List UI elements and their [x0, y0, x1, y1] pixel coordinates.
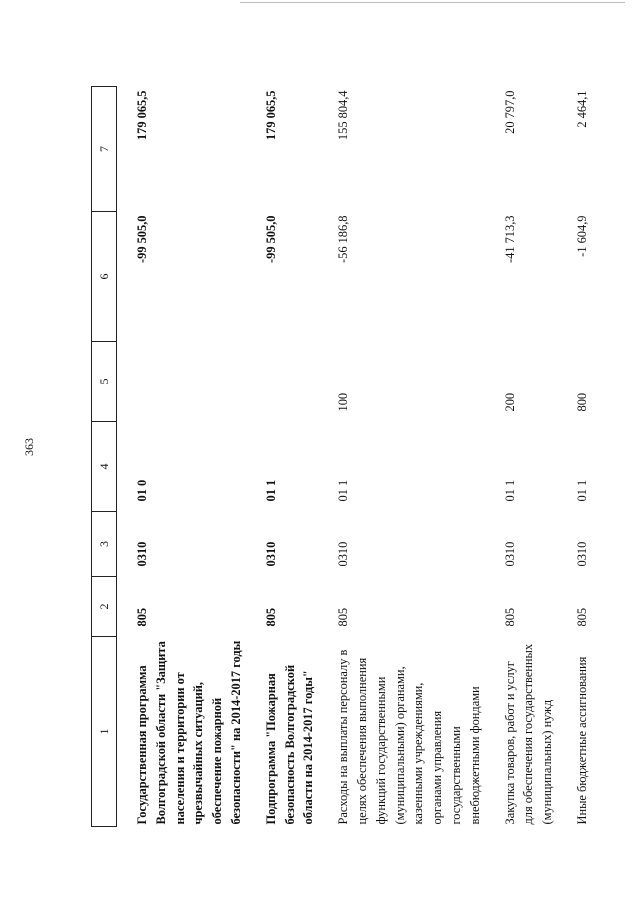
row-program-code: 01 1: [263, 479, 278, 502]
rotated-table-container: [91, 87, 593, 827]
table-row: [332, 87, 484, 827]
row-expense-type: [260, 342, 318, 422]
row-ministry-code: 805: [336, 607, 351, 627]
page-number: 363: [22, 438, 36, 456]
column-header-3: 3: [92, 512, 117, 577]
table-row: [131, 87, 246, 827]
row-ministry-code: 805: [263, 607, 278, 627]
row-ministry-code: 805: [502, 607, 517, 627]
row-expense-type: 100: [336, 392, 351, 412]
row-change-amount: -99 505,0: [263, 215, 278, 263]
row-ministry-code: 805: [574, 607, 589, 627]
row-name: Подпрограмма "Пожарная безопасность Волгоградской области на 2014-2017 годы": [263, 664, 316, 825]
column-header-1: 1: [92, 637, 117, 827]
table-row: [499, 87, 557, 827]
row-change-amount: -1 604,9: [574, 215, 589, 257]
row-total-amount: 2 464,1: [574, 90, 589, 128]
row-change-amount: -99 505,0: [135, 215, 149, 263]
row-program-code: 01 1: [336, 479, 351, 502]
row-section-code: 0310: [135, 541, 149, 567]
row-total-amount: 20 797,0: [502, 90, 517, 134]
row-change-amount: -56 186,8: [336, 215, 351, 263]
row-total-amount: 179 065,5: [263, 90, 278, 141]
column-header-5: 5: [92, 342, 117, 422]
row-expense-type: 200: [502, 392, 517, 412]
row-expense-type: 800: [574, 392, 589, 412]
scan-edge-line: [240, 2, 625, 3]
budget-table: [91, 86, 592, 827]
table-row: [571, 87, 592, 827]
row-section-code: 0310: [263, 541, 278, 567]
header-row: [92, 87, 117, 827]
row-name: Государственная программа Волгоградской области "Защита населения и территории от чрезвычайных ситуаций, обеспечение пожарной безопасности" на 2014-2017 годы: [135, 640, 243, 825]
column-header-2: 2: [92, 577, 117, 637]
row-section-code: 0310: [502, 541, 517, 567]
column-header-7: 7: [92, 87, 117, 212]
row-section-code: 0310: [574, 541, 589, 567]
column-header-4: 4: [92, 422, 117, 512]
row-program-code: 01 1: [574, 479, 589, 502]
row-change-amount: -41 713,3: [502, 215, 517, 263]
row-expense-type: [131, 342, 246, 422]
row-total-amount: 155 804,4: [336, 90, 351, 141]
row-name: Закупка товаров, работ и услуг для обеспечения государственных (муниципальных) нужд: [502, 643, 555, 825]
table-row: [260, 87, 318, 827]
row-name: Иные бюджетные ассигнования: [574, 656, 589, 825]
column-header-6: 6: [92, 212, 117, 342]
row-ministry-code: 805: [135, 607, 149, 627]
row-program-code: 01 1: [502, 479, 517, 502]
row-program-code: 01 0: [135, 479, 149, 502]
row-total-amount: 179 065,5: [135, 90, 149, 141]
row-section-code: 0310: [336, 541, 351, 567]
row-name: Расходы на выплаты персоналу в целях обеспечения выполнения функций государственными (муниципальными) органами, казенными учреждениями, органами управления государственными внебюджетными фондами: [336, 649, 482, 825]
